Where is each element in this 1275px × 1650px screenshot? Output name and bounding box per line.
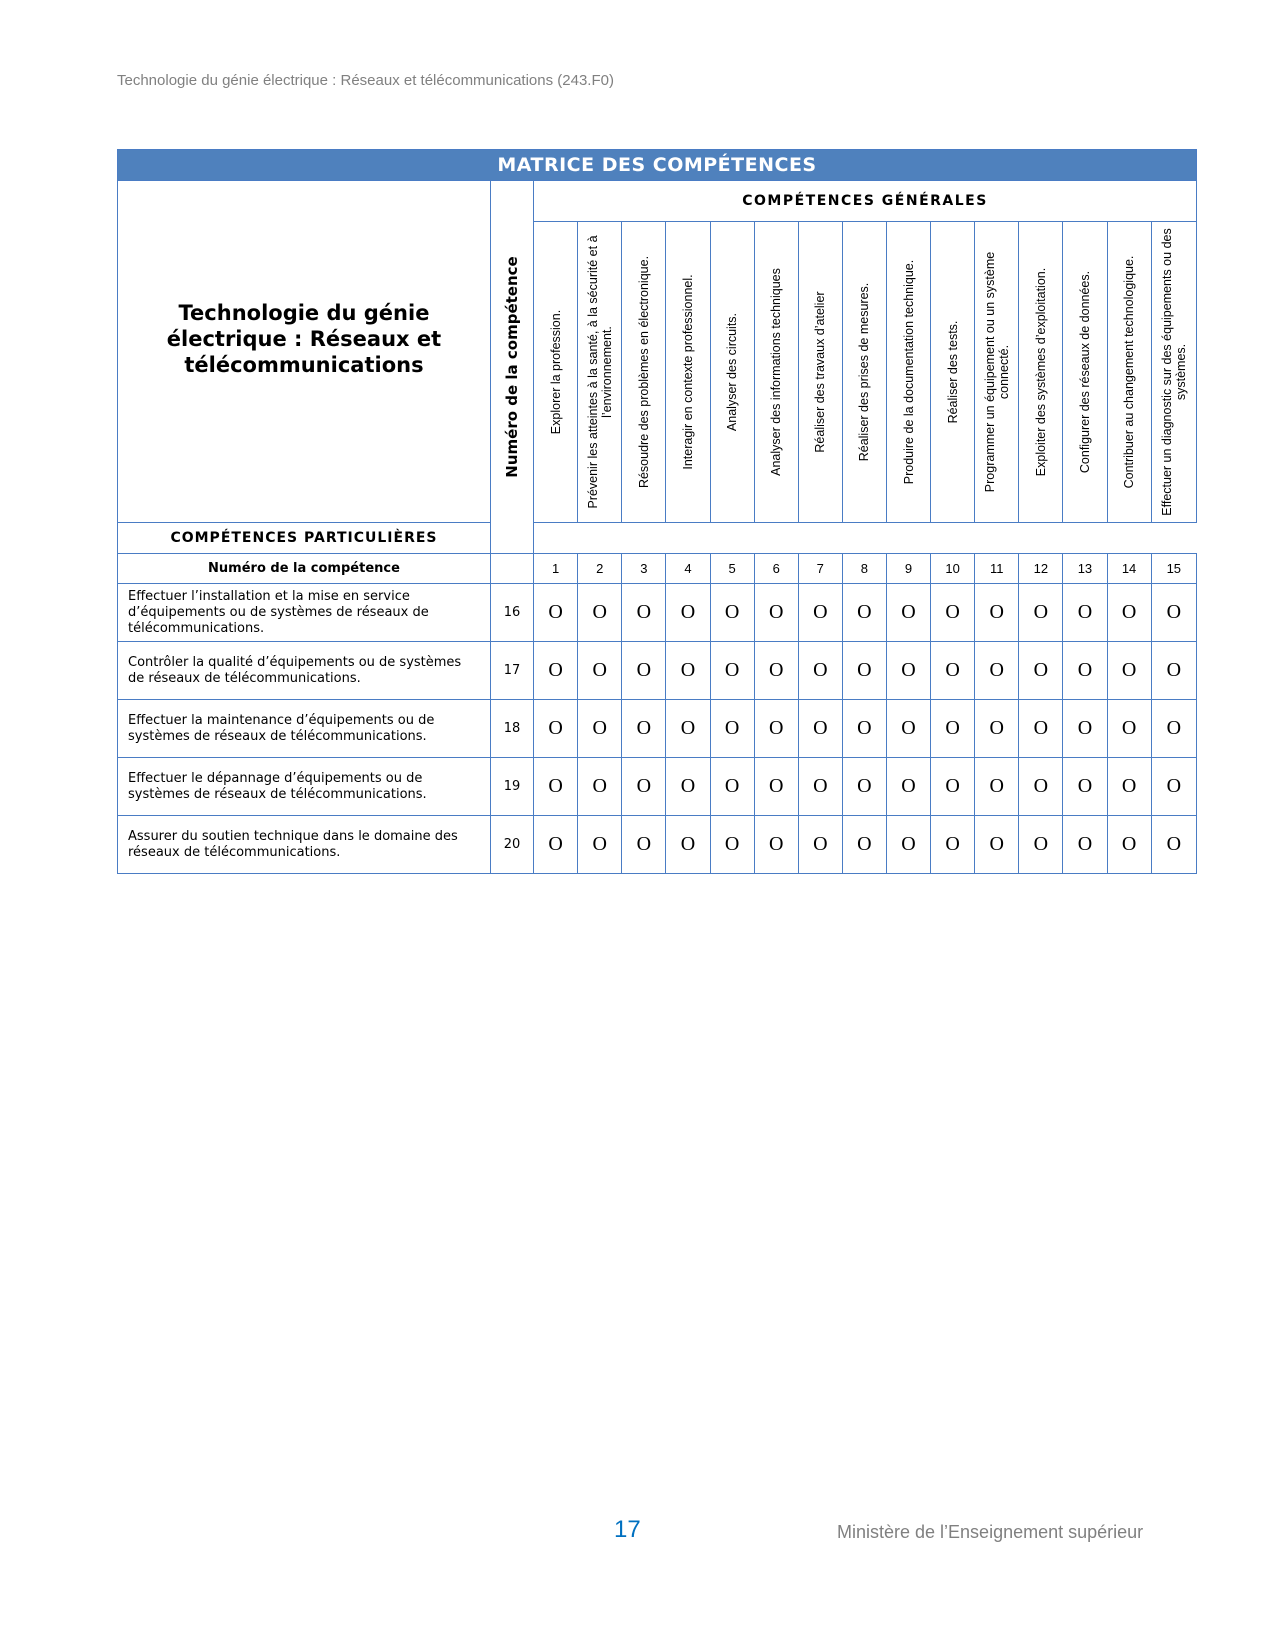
general-competency-1: Explorer la profession. bbox=[534, 222, 578, 523]
particular-competency-number: 19 bbox=[490, 758, 533, 816]
matrix-mark: O bbox=[886, 758, 930, 816]
matrix-mark: O bbox=[1151, 758, 1196, 816]
general-competencies-heading: COMPÉTENCES GÉNÉRALES bbox=[534, 181, 1197, 222]
matrix-mark: O bbox=[886, 584, 930, 642]
particular-competency-label: Effectuer la maintenance d’équipements ou de systèmes de réseaux de télécommunications. bbox=[118, 700, 491, 758]
matrix-mark: O bbox=[666, 816, 710, 874]
particular-competencies-heading: COMPÉTENCES PARTICULIÈRES bbox=[118, 523, 491, 554]
page-number: 17 bbox=[614, 1516, 641, 1543]
matrix-mark: O bbox=[842, 758, 886, 816]
matrix-mark: O bbox=[1063, 642, 1107, 700]
matrix-mark: O bbox=[622, 584, 666, 642]
general-competency-2: Prévenir les atteintes à la santé, à la sécurité et à l’environnement. bbox=[578, 222, 622, 523]
matrix-mark: O bbox=[842, 816, 886, 874]
matrix-mark: O bbox=[1151, 584, 1196, 642]
general-competency-11: Programmer un équipement ou un système connecté. bbox=[975, 222, 1019, 523]
number-row-label: Numéro de la compétence bbox=[118, 554, 491, 584]
matrix-mark: O bbox=[578, 584, 622, 642]
matrix-mark: O bbox=[1107, 584, 1151, 642]
matrix-mark: O bbox=[1019, 816, 1063, 874]
general-competency-14: Contribuer au changement technologique. bbox=[1107, 222, 1151, 523]
matrix-mark: O bbox=[622, 700, 666, 758]
general-competency-number: 8 bbox=[842, 554, 886, 584]
matrix-mark: O bbox=[534, 816, 578, 874]
matrix-mark: O bbox=[1063, 700, 1107, 758]
general-competency-number: 6 bbox=[754, 554, 798, 584]
matrix-mark: O bbox=[578, 642, 622, 700]
matrix-mark: O bbox=[975, 816, 1019, 874]
matrix-mark: O bbox=[886, 816, 930, 874]
matrix-mark: O bbox=[931, 758, 975, 816]
general-competency-number: 15 bbox=[1151, 554, 1196, 584]
matrix-mark: O bbox=[1107, 816, 1151, 874]
particular-competency-number: 16 bbox=[490, 584, 533, 642]
competency-matrix bbox=[117, 149, 1197, 874]
general-competency-number: 12 bbox=[1019, 554, 1063, 584]
general-competency-9: Produire de la documentation technique. bbox=[886, 222, 930, 523]
matrix-mark: O bbox=[1063, 584, 1107, 642]
particular-competency-label: Effectuer l’installation et la mise en service d’équipements ou de systèmes de réseaux de télécommunications. bbox=[118, 584, 491, 642]
general-competency-3: Résoudre des problèmes en électronique. bbox=[622, 222, 666, 523]
matrix-mark: O bbox=[931, 816, 975, 874]
number-row-blank bbox=[490, 554, 533, 584]
matrix-mark: O bbox=[842, 700, 886, 758]
general-competency-number: 5 bbox=[710, 554, 754, 584]
ministry-name: Ministère de l’Enseignement supérieur bbox=[837, 1522, 1144, 1542]
matrix-mark: O bbox=[534, 642, 578, 700]
matrix-mark: O bbox=[1019, 700, 1063, 758]
matrix-mark: O bbox=[931, 642, 975, 700]
general-competency-7: Réaliser des travaux d’atelier bbox=[798, 222, 842, 523]
matrix-mark: O bbox=[798, 700, 842, 758]
matrix-mark: O bbox=[1019, 758, 1063, 816]
matrix-mark: O bbox=[710, 642, 754, 700]
general-competency-number: 9 bbox=[886, 554, 930, 584]
matrix-mark: O bbox=[578, 816, 622, 874]
particular-competency-number: 20 bbox=[490, 816, 533, 874]
general-competency-12: Exploiter des systèmes d’exploitation. bbox=[1019, 222, 1063, 523]
matrix-mark: O bbox=[975, 700, 1019, 758]
particular-competency-label: Effectuer le dépannage d’équipements ou de systèmes de réseaux de télécommunications. bbox=[118, 758, 491, 816]
matrix-mark: O bbox=[975, 642, 1019, 700]
matrix-mark: O bbox=[534, 758, 578, 816]
matrix-mark: O bbox=[1063, 816, 1107, 874]
matrix-mark: O bbox=[886, 700, 930, 758]
matrix-mark: O bbox=[1063, 758, 1107, 816]
matrix-mark: O bbox=[754, 816, 798, 874]
matrix-mark: O bbox=[931, 700, 975, 758]
matrix-mark: O bbox=[710, 816, 754, 874]
matrix-mark: O bbox=[754, 642, 798, 700]
matrix-mark: O bbox=[1019, 642, 1063, 700]
general-competency-number: 4 bbox=[666, 554, 710, 584]
table-row bbox=[118, 700, 1197, 758]
general-competency-number: 2 bbox=[578, 554, 622, 584]
matrix-mark: O bbox=[754, 700, 798, 758]
general-competency-13: Configurer des réseaux de données. bbox=[1063, 222, 1107, 523]
general-competency-number: 11 bbox=[975, 554, 1019, 584]
general-competency-4: Interagir en contexte professionnel. bbox=[666, 222, 710, 523]
general-competency-number: 1 bbox=[534, 554, 578, 584]
matrix-mark: O bbox=[1151, 816, 1196, 874]
matrix-mark: O bbox=[975, 584, 1019, 642]
general-competency-8: Réaliser des prises de mesures. bbox=[842, 222, 886, 523]
matrix-mark: O bbox=[1107, 758, 1151, 816]
general-competency-6: Analyser des informations techniques bbox=[754, 222, 798, 523]
vertical-number-heading: Numéro de la compétence bbox=[490, 181, 533, 554]
particular-competency-label: Assurer du soutien technique dans le domaine des réseaux de télécommunications. bbox=[118, 816, 491, 874]
matrix-mark: O bbox=[666, 758, 710, 816]
matrix-mark: O bbox=[798, 758, 842, 816]
matrix-mark: O bbox=[842, 642, 886, 700]
matrix-mark: O bbox=[886, 642, 930, 700]
general-competency-number: 7 bbox=[798, 554, 842, 584]
matrix-mark: O bbox=[842, 584, 886, 642]
general-competency-15: Effectuer un diagnostic sur des équipements ou des systèmes. bbox=[1151, 222, 1196, 523]
matrix-mark: O bbox=[931, 584, 975, 642]
matrix-mark: O bbox=[534, 584, 578, 642]
matrix-mark: O bbox=[622, 816, 666, 874]
matrix-mark: O bbox=[578, 700, 622, 758]
running-header: Technologie du génie électrique : Réseaux et télécommunications (243.F0) bbox=[117, 72, 614, 89]
matrix-mark: O bbox=[578, 758, 622, 816]
matrix-mark: O bbox=[1019, 584, 1063, 642]
matrix-mark: O bbox=[754, 758, 798, 816]
matrix-mark: O bbox=[1107, 700, 1151, 758]
matrix-mark: O bbox=[975, 758, 1019, 816]
matrix-mark: O bbox=[798, 816, 842, 874]
general-competency-5: Analyser des circuits. bbox=[710, 222, 754, 523]
program-title: Technologie du génie électrique : Réseaux et télécommunications bbox=[118, 181, 491, 523]
general-competency-number: 13 bbox=[1063, 554, 1107, 584]
matrix-mark: O bbox=[1107, 642, 1151, 700]
particular-competency-number: 17 bbox=[490, 642, 533, 700]
matrix-mark: O bbox=[1151, 642, 1196, 700]
matrix-mark: O bbox=[1151, 700, 1196, 758]
matrix-mark: O bbox=[622, 642, 666, 700]
table-row bbox=[118, 758, 1197, 816]
matrix-mark: O bbox=[798, 642, 842, 700]
general-competency-number: 10 bbox=[931, 554, 975, 584]
particular-competency-label: Contrôler la qualité d’équipements ou de systèmes de réseaux de télécommunications. bbox=[118, 642, 491, 700]
matrix-mark: O bbox=[710, 758, 754, 816]
matrix-mark: O bbox=[710, 700, 754, 758]
matrix-mark: O bbox=[666, 642, 710, 700]
matrix-mark: O bbox=[798, 584, 842, 642]
general-competency-number: 14 bbox=[1107, 554, 1151, 584]
matrix-mark: O bbox=[666, 584, 710, 642]
matrix-mark: O bbox=[666, 700, 710, 758]
table-row bbox=[118, 584, 1197, 642]
matrix-mark: O bbox=[534, 700, 578, 758]
table-row bbox=[118, 642, 1197, 700]
particular-competency-number: 18 bbox=[490, 700, 533, 758]
matrix-mark: O bbox=[710, 584, 754, 642]
general-competency-10: Réaliser des tests. bbox=[931, 222, 975, 523]
general-competency-number: 3 bbox=[622, 554, 666, 584]
matrix-mark: O bbox=[754, 584, 798, 642]
matrix-title: MATRICE DES COMPÉTENCES bbox=[118, 150, 1197, 181]
matrix-mark: O bbox=[622, 758, 666, 816]
table-row bbox=[118, 816, 1197, 874]
